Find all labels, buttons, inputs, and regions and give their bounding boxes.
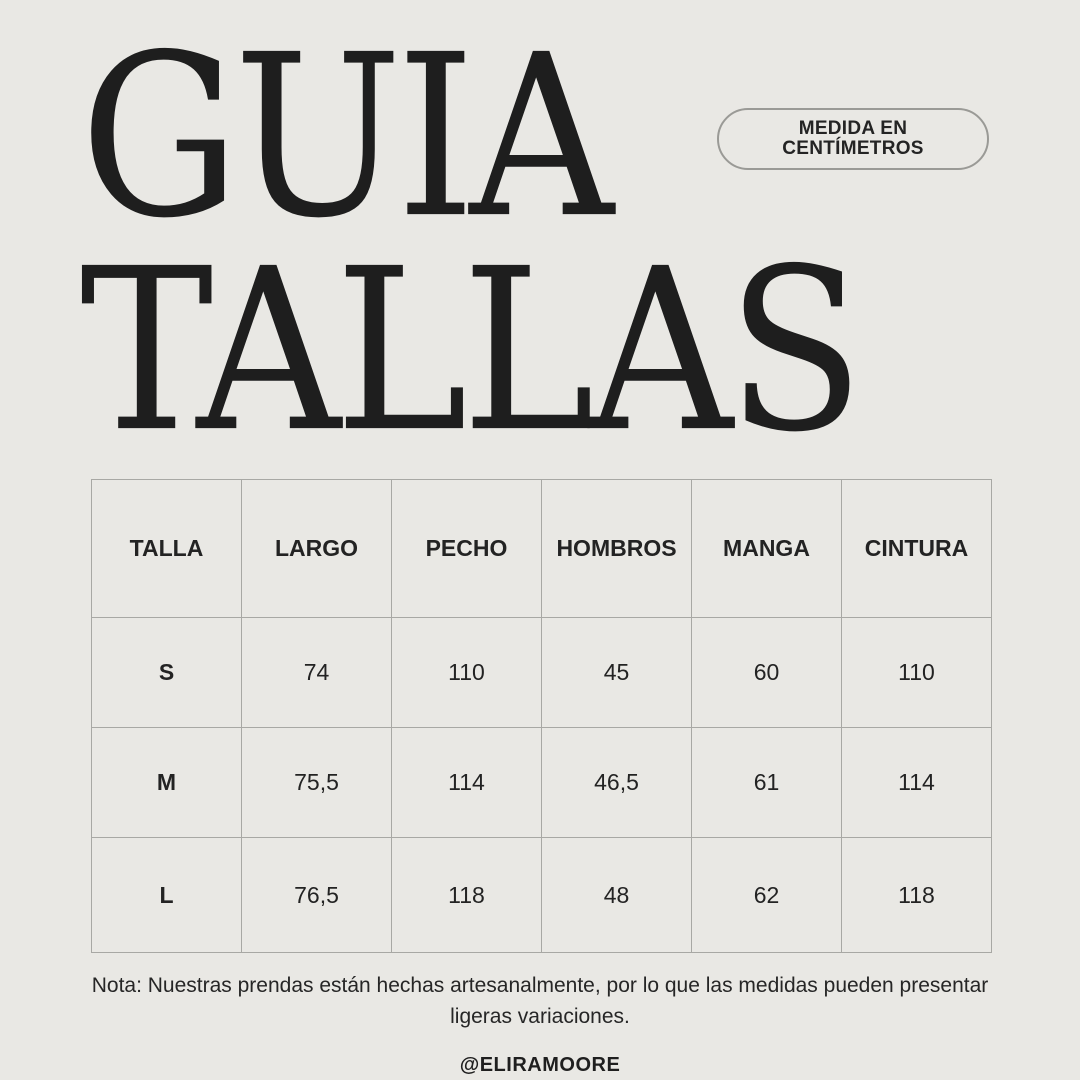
value-cell: 110 <box>392 618 542 728</box>
value-cell: 76,5 <box>242 838 392 953</box>
value-cell: 60 <box>692 618 842 728</box>
value-cell: 114 <box>842 728 992 838</box>
value-cell: 62 <box>692 838 842 953</box>
table-row <box>92 728 992 838</box>
value-cell: 110 <box>842 618 992 728</box>
units-badge <box>717 108 989 170</box>
size-cell: L <box>92 838 242 953</box>
size-chart-table <box>91 479 992 953</box>
care-note: Nota: Nuestras prendas están hechas artesanalmente, por lo que las medidas pueden presentar ligeras variaciones. <box>91 974 989 1028</box>
table-row <box>92 618 992 728</box>
header-largo: LARGO <box>242 480 392 618</box>
table-header-row <box>92 480 992 618</box>
value-cell: 118 <box>392 838 542 953</box>
header-talla: TALLA <box>92 480 242 618</box>
title-line-guia: GUIA <box>80 6 608 268</box>
value-cell: 45 <box>542 618 692 728</box>
units-badge-line1: MEDIDA EN <box>798 118 908 139</box>
size-cell: S <box>92 618 242 728</box>
value-cell: 74 <box>242 618 392 728</box>
header-cintura: CINTURA <box>842 480 992 618</box>
title-line-tallas: TALLAS <box>80 220 858 482</box>
header-pecho: PECHO <box>392 480 542 618</box>
value-cell: 75,5 <box>242 728 392 838</box>
size-cell: M <box>92 728 242 838</box>
value-cell: 118 <box>842 838 992 953</box>
value-cell: 46,5 <box>542 728 692 838</box>
units-badge-line2: CENTÍMETROS <box>782 138 924 159</box>
social-handle: @ELIRAMOORE <box>459 1054 621 1076</box>
header-manga: MANGA <box>692 480 842 618</box>
value-cell: 114 <box>392 728 542 838</box>
header-hombros: HOMBROS <box>542 480 692 618</box>
value-cell: 48 <box>542 838 692 953</box>
value-cell: 61 <box>692 728 842 838</box>
table-row <box>92 838 992 953</box>
